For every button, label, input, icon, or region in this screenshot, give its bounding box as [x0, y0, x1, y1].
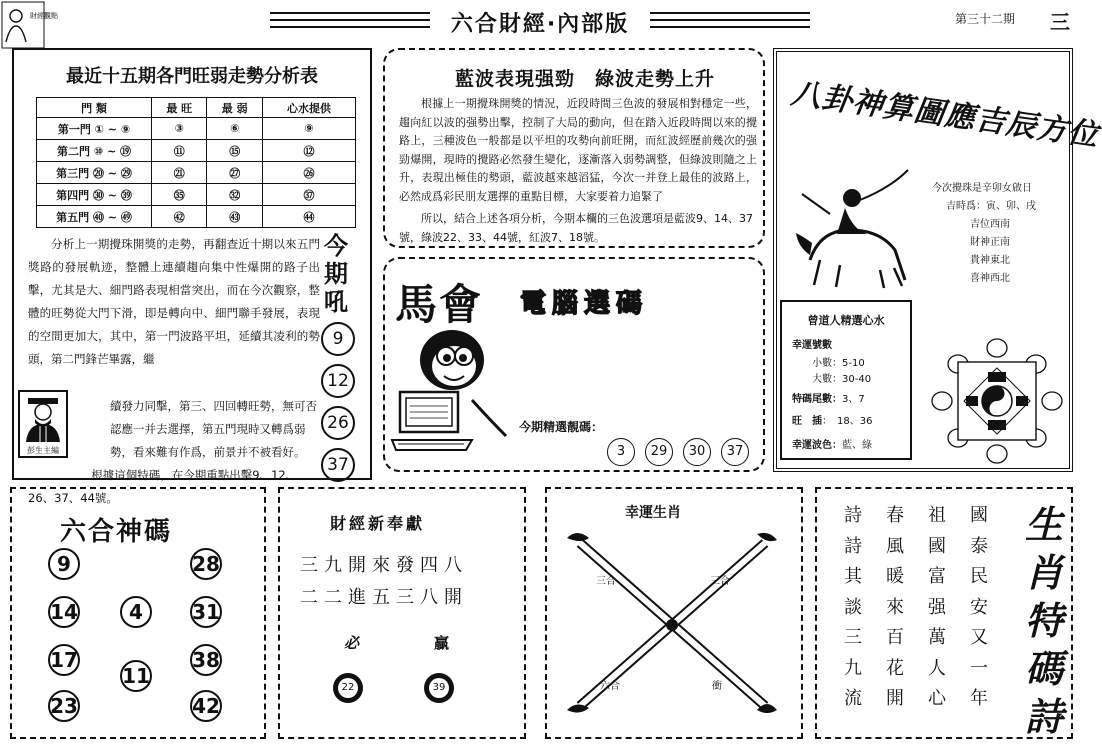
table-row — [37, 184, 356, 206]
finance-line-1: 三九開來發四八 — [300, 555, 468, 576]
poem-column — [967, 501, 991, 715]
trend-table — [36, 97, 356, 228]
slogan-text — [316, 232, 356, 316]
poem-char: 詩 — [844, 535, 862, 557]
poem-char: 人 — [928, 657, 946, 679]
pick-cell: ⑫ — [262, 140, 355, 162]
bagua-icon — [932, 338, 1062, 464]
lucky-ball — [424, 673, 454, 703]
poem-char: 年 — [970, 688, 988, 709]
article-conclusion: 所以，結合上述各項分析，今期本欄的三色波選項是藍波9、14、37號，綠波22、33、44號，紅波7、18號。 — [399, 212, 753, 244]
poem-char: 春 — [886, 505, 904, 526]
door-cell: 第三門 ⑳ ~ ㉙ — [37, 162, 152, 184]
cross-icon — [565, 528, 780, 718]
selected-number: 3 — [607, 438, 635, 466]
max-cell: ⑪ — [152, 140, 207, 162]
poem-char: 强 — [928, 596, 946, 618]
finance-line-2: 二二進五三八開 — [300, 587, 468, 608]
fortune-line: 財神正南 — [970, 237, 1010, 248]
fortune-line: 吉時爲：寅、卯、戌 — [946, 201, 1036, 212]
poem-char: 談 — [844, 596, 862, 618]
poem-column — [925, 501, 949, 715]
poem-char: 風 — [886, 535, 904, 557]
poem-title-char: 碼 — [1024, 646, 1063, 691]
max-cell: ㊷ — [152, 206, 207, 228]
god-code-number: 42 — [190, 690, 222, 722]
god-code-number: 17 — [48, 644, 80, 676]
corner-mark: 三 — [1050, 10, 1070, 34]
masthead-title: 六合財經·內部版 — [430, 7, 650, 38]
selected-number: 37 — [721, 438, 749, 466]
tail-label: 特碼尾數： — [792, 394, 842, 405]
min-cell: ⑥ — [207, 118, 262, 140]
col-header: 門 類 — [37, 98, 152, 118]
person-icon — [0, 0, 58, 50]
slogan-this-issue — [316, 232, 356, 316]
article-mini-portrait — [0, 0, 58, 54]
wang-value: ： 18、36 — [822, 416, 873, 427]
table-row — [37, 162, 356, 184]
article-title: 藍波表現强勁 綠波走勢上升 — [455, 68, 716, 90]
warrior-illustration — [790, 160, 920, 290]
luck-box — [780, 300, 912, 460]
fortune-lines — [932, 180, 1036, 288]
lucky-ball — [333, 673, 363, 703]
article-body: 根據上一期攪珠開獎的情況，近段時間三色波的發展相對穩定一些，趨向紅以波的强勢出擊，控制了大局的動向，但在踏入近段時間以來的攪路上，三種波色一般都是以平坦的攻勢向前旺開，而紅波經歷前幾次的强勁爆開，現時的攪路必然發生變化，逐漸落入弱勢調整，但綠波則隨之上升，表現出極佳的勢頭，藍波越來越滔猛，今次一并登上最佳的波路上，必然成爲彩民朋友選擇的重點目標，大家要着力追緊了 — [399, 97, 757, 203]
selected-number: 29 — [645, 438, 673, 466]
luck-section: 幸運號數 — [792, 340, 832, 351]
poem-char: 民 — [970, 566, 988, 587]
min-cell: ⑮ — [207, 140, 262, 162]
zodiac-label: 衝 — [712, 681, 722, 692]
poem-char: 花 — [886, 657, 904, 679]
door-cell: 第二門 ⑩ ~ ⑲ — [37, 140, 152, 162]
lucky-ball-number: 22 — [338, 678, 358, 698]
poem-char: 國 — [928, 535, 946, 557]
fortune-line: 吉位西南 — [970, 219, 1010, 230]
poem-char: 國 — [970, 505, 988, 526]
wave-article-panel — [383, 48, 765, 248]
fortune-line: 喜神西北 — [970, 273, 1010, 284]
horse-club-title: 馬會 — [395, 280, 484, 329]
ying-character: 贏 — [434, 634, 450, 652]
mini-caption-text: 財經觀點 — [30, 12, 58, 20]
analysis-paragraph-3: 根據這個特碼，在今期重點出擊9、12、26、37、44號。 — [28, 468, 298, 505]
poem-column — [841, 501, 865, 715]
poem-char: 暖 — [886, 566, 904, 587]
door-cell: 第五門 ㊵ ~ ㊾ — [37, 206, 152, 228]
poem-title-char: 詩 — [1024, 694, 1063, 739]
table-row — [37, 140, 356, 162]
min-cell: ㉗ — [207, 162, 262, 184]
zodiac-label: 三合 — [596, 576, 616, 587]
god-code-number: 11 — [120, 660, 152, 692]
pick-number: 9 — [321, 322, 355, 356]
slogan-char: 今 — [324, 232, 348, 260]
luck-title: 曾道人精選心水 — [807, 314, 885, 327]
god-code-number: 9 — [48, 548, 80, 580]
max-cell: ③ — [152, 118, 207, 140]
col-header: 最 旺 — [152, 98, 207, 118]
poem-title-char: 特 — [1024, 598, 1063, 643]
pick-cell: ㊲ — [262, 184, 355, 206]
min-cell: ㉜ — [207, 184, 262, 206]
god-code-number: 4 — [120, 596, 152, 628]
luck-big: 大數：30-40 — [812, 374, 872, 385]
editor-portrait — [18, 390, 68, 458]
poem-char: 其 — [844, 566, 862, 587]
poem-title — [1022, 501, 1066, 741]
color-label: 幸運波色： — [792, 440, 842, 451]
zodiac-cross-diagram — [565, 528, 780, 718]
poem-panel — [815, 487, 1073, 739]
poem-char: 一 — [970, 657, 988, 679]
analysis-paragraph-1: 分析上一期攪珠開獎的走勢，再翻查近十期以來五門獎路的發展軌迹，整體上連續趨向集中性爆開的路子出擊，尤其是大、細門路表現相當突出，而在今次觀察，整體的旺勢從大門下滑，即是轉向中、細門聯手發展，表現的空間更加大，其中，第一門波路平坦，延續其凌利的勢頭，第二門鋒芒畢露，繼 — [28, 237, 320, 366]
poem-char: 九 — [844, 657, 862, 679]
portrait-caption: 彭生主編 — [20, 445, 66, 456]
poem-char: 安 — [970, 596, 988, 618]
fortune-line: 貴神東北 — [970, 255, 1010, 266]
poem-column — [883, 501, 907, 715]
poem-char: 三 — [844, 627, 862, 648]
poem-char: 泰 — [970, 535, 988, 557]
wang-label: 旺 插 — [792, 416, 822, 427]
poem-char: 又 — [970, 627, 988, 648]
col-header: 最 弱 — [207, 98, 262, 118]
god-code-number: 28 — [190, 548, 222, 580]
pick-cell: ⑨ — [262, 118, 355, 140]
zodiac-label: 六合 — [600, 681, 620, 692]
mascot-computer — [392, 320, 512, 455]
poem-char: 百 — [886, 627, 904, 648]
computer-pick-title: 電腦選碼 — [520, 289, 649, 319]
god-code-number: 23 — [48, 690, 80, 722]
fortune-line: 今次攪珠是辛卯女啟日 — [932, 183, 1032, 194]
poem-char: 開 — [886, 688, 904, 709]
zodiac-label: 三合 — [710, 576, 730, 587]
slogan-char: 吼 — [324, 288, 348, 316]
god-code-number: 31 — [190, 596, 222, 628]
bagua-diagram — [932, 338, 1062, 464]
slogan-numbers — [321, 322, 355, 482]
trend-table-title: 最近十五期各門旺弱走勢分析表 — [66, 66, 318, 87]
poem-char: 流 — [844, 688, 862, 709]
masthead — [270, 4, 810, 37]
table-row — [37, 206, 356, 228]
god-code-number: 38 — [190, 644, 222, 676]
max-cell: ㉑ — [152, 162, 207, 184]
pick-cell: ㊹ — [262, 206, 355, 228]
portrait-icon — [20, 392, 66, 444]
bi-character: 必 — [344, 634, 360, 652]
luck-small: 小數：5-10 — [812, 358, 865, 369]
finance-title: 財經新奉獻 — [330, 514, 426, 533]
poem-char: 祖 — [928, 505, 946, 526]
poem-char: 來 — [886, 596, 904, 618]
selected-numbers-caption: 今期精選靚碼： — [519, 420, 604, 434]
selected-number: 30 — [683, 438, 711, 466]
poem-char: 富 — [928, 566, 946, 587]
poem-char: 詩 — [844, 505, 862, 526]
poem-char: 萬 — [928, 627, 946, 648]
finance-panel — [278, 487, 526, 739]
poem-title-char: 生 — [1024, 502, 1063, 547]
pick-number: 12 — [321, 364, 355, 398]
door-cell: 第一門 ① ~ ⑨ — [37, 118, 152, 140]
selected-numbers — [607, 438, 749, 466]
fortune-title: 八卦神算圖應吉辰方位 — [789, 75, 1101, 154]
slogan-char: 期 — [324, 260, 348, 288]
tail-value: 3、7 — [842, 394, 865, 405]
col-header: 心水提供 — [262, 98, 355, 118]
horseman-icon — [790, 160, 920, 290]
door-cell: 第四門 ㉚ ~ ㊴ — [37, 184, 152, 206]
god-code-number: 14 — [48, 596, 80, 628]
color-value: 藍、綠 — [842, 440, 872, 451]
pick-number: 37 — [321, 448, 355, 482]
max-cell: ㉟ — [152, 184, 207, 206]
table-row — [37, 118, 356, 140]
table-header-row — [37, 98, 356, 118]
poem-char: 心 — [928, 688, 946, 709]
mascot-icon — [392, 320, 512, 455]
lucky-ball-number: 39 — [429, 678, 449, 698]
zodiac-title: 幸運生肖 — [625, 505, 681, 521]
pick-cell: ㉖ — [262, 162, 355, 184]
poem-title-char: 肖 — [1024, 550, 1063, 595]
issue-number: 第三十二期 — [955, 12, 1016, 26]
analysis-paragraph-2: 續發力同擊，第三、四回轉旺勢，無可否認應一并去選擇，第五門現時又轉爲弱勢，看來難有作爲，前景并不被看好。 — [110, 399, 317, 459]
pick-number: 26 — [321, 406, 355, 440]
min-cell: ㊸ — [207, 206, 262, 228]
god-codes-title: 六合神碼 — [60, 517, 173, 547]
